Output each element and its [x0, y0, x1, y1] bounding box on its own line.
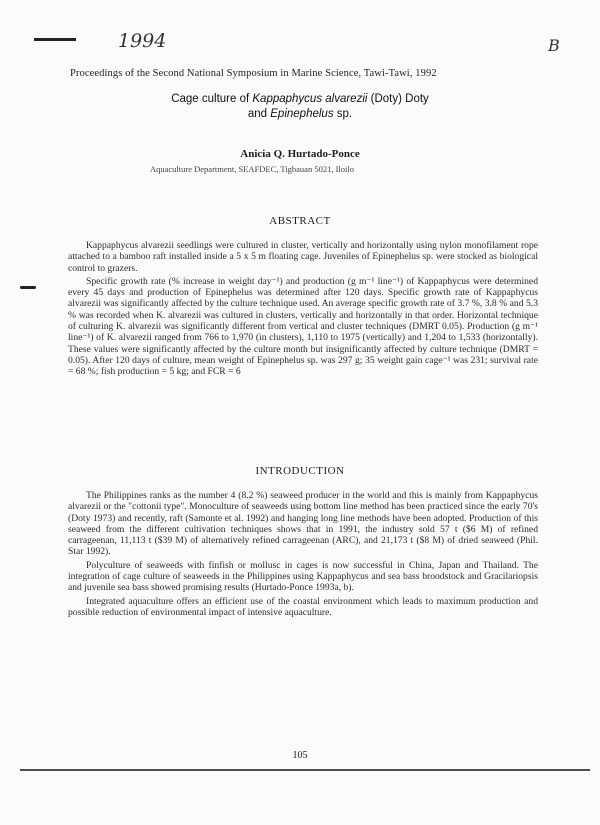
handwritten-corner-mark: B	[548, 36, 560, 55]
page-number: 105	[292, 750, 308, 761]
scan-edge-line	[20, 769, 590, 771]
introduction-heading: INTRODUCTION	[255, 465, 345, 477]
abstract-paragraph: Specific growth rate (% increase in weight day⁻¹) and production (g m⁻¹ line⁻¹) of Kappaphycus were determined every 45 days and production of Epinephelus was determined after 120 days. Specific growth rate of Kappaphycus alvarezii was significantly affected by the culture technique used. An average specific growth rate of 3.7 %, 3.8 % and 5.3 % was recorded when K. alvarezii was cultured in clusters, vertically and horizontally in that order. Horizontal technique of culturing K. alvarezii was significantly different from vertical and cluster techniques (DMRT 0.05). Production (g m⁻¹ line⁻¹) of K. alvarezii ranged from 766 to 1,970 (in clusters), 1,110 to 1975 (vertically) and 1,204 to 1,533 (horizontally). These values were significantly affected by the culture month but insignificantly affected by culture technique (DMRT = 0.05). After 120 days of culture, mean weight of Epinephelus sp. was 297 g; 35 weight gain cage⁻¹ was 231; survival rate = 68 %; fish production = 5 kg; and FCR = 6	[68, 275, 538, 378]
abstract-heading: ABSTRACT	[269, 215, 331, 227]
author-name: Anicia Q. Hurtado-Ponce	[240, 148, 360, 160]
abstract-paragraph: Kappaphycus alvarezii seedlings were cultured in cluster, vertically and horizontally using nylon monofilament rope attached to a bamboo raft installed inside a 5 x 5 m floating cage. Juveniles of Epinephelus sp. were stocked as biological control to grazers.	[68, 240, 538, 274]
paper-title: Cage culture of Kappaphycus alvarezii (Doty) Doty and Epinephelus sp.	[171, 93, 429, 120]
proceedings-header: Proceedings of the Second National Symposium in Marine Science, Tawi-Tawi, 1992	[70, 68, 437, 79]
introduction-body	[68, 490, 538, 620]
scan-mark-margin	[20, 286, 36, 289]
introduction-paragraph: The Philippines ranks as the number 4 (8.2 %) seaweed producer in the world and this is mainly from Kappaphycus alvarezii or the "cottonii type". Monoculture of seaweeds using bottom line method has been practiced since the early 70's (Doty 1973) and recently, raft (Samonte et al. 1992) and hanging long line methods have been adopted. Production of this seaweed from the different cultivation techniques shows that in 1991, the industry sold 57 t ($6 M) of refined carrageenan, 11,113 t ($39 M) of alternatively refined carrageenan (ARC), and 21,173 t ($8 M) of dried seaweed (Phil. Star 1992).	[68, 490, 538, 558]
introduction-paragraph: Integrated aquaculture offers an efficient use of the coastal environment which leads to maximum production and possible reduction of environmental impact of intensive aquaculture.	[68, 595, 538, 618]
author-affiliation: Aquaculture Department, SEAFDEC, Tigbauan 5021, Iloilo	[150, 164, 354, 174]
introduction-paragraph: Polyculture of seaweeds with finfish or mollusc in cages is now successful in China, Japan and Thailand. The integration of cage culture of seaweeds in the Philippines using Kappaphycus and sea bass broodstock and Gracilariopsis and juvenile sea bass showed promising results (Hurtado-Ponce 1993a, b).	[68, 559, 538, 594]
scan-mark-left	[34, 38, 76, 41]
handwritten-year: 1994	[118, 30, 167, 52]
abstract-body	[68, 240, 538, 380]
